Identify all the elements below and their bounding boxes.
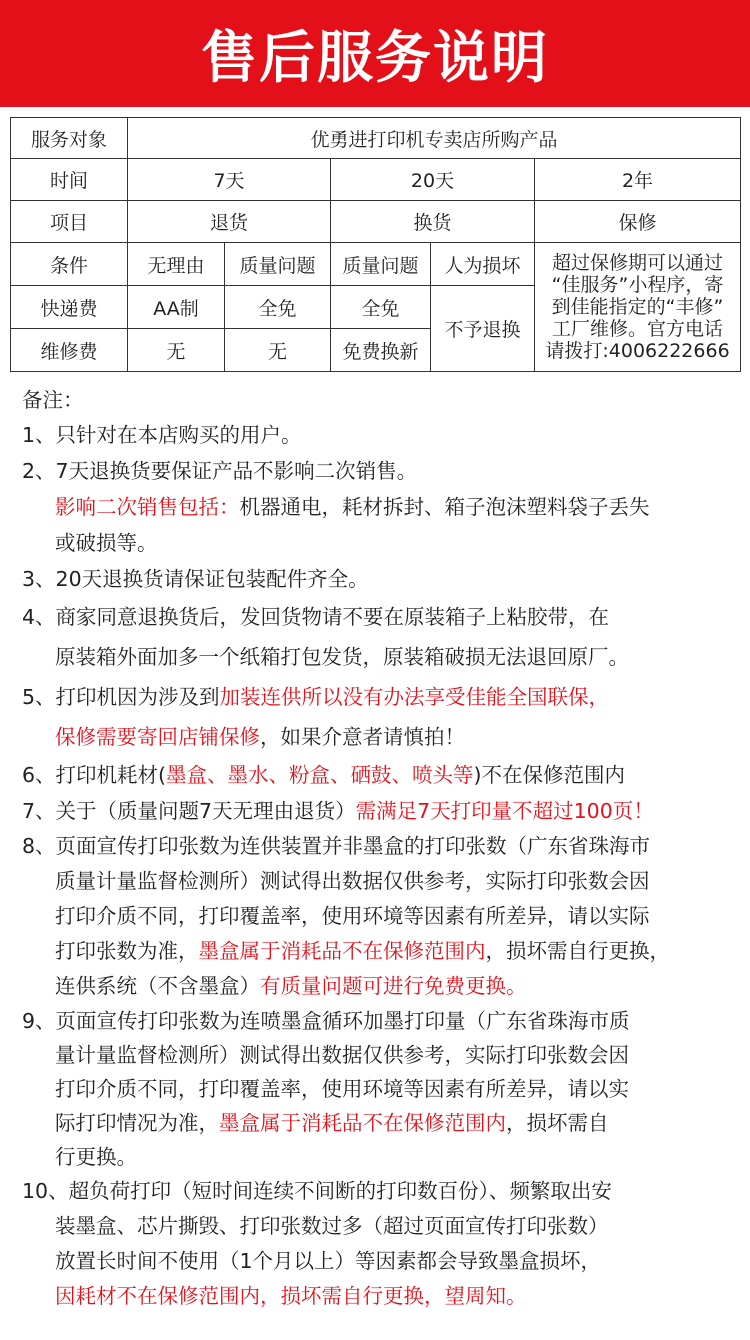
shipping-quality-exchange: 全免: [331, 286, 431, 329]
repair-no-reason: 无: [128, 329, 225, 372]
note-text: 打印介质不同，打印覆盖率，使用环境等因素有所差异，请以实际: [55, 904, 650, 928]
note-text: 7、关于（质量问题7天无理由退货）: [22, 799, 356, 823]
table-row: [11, 201, 741, 243]
note-text: 8、页面宣传打印张数为连供装置并非墨盒的打印张数（广东省珠海市: [22, 834, 651, 858]
highlight-text: 保修需要寄回店铺保修: [55, 725, 260, 749]
repair-label: 维修费: [11, 329, 128, 372]
time-exchange: 20天: [331, 159, 535, 201]
note-text: [22, 934, 734, 969]
repair-quality-return: 无: [225, 329, 331, 372]
note-text: [22, 757, 734, 793]
note-text: 1、只针对在本店购买的用户。: [22, 423, 302, 447]
page-title: 售后服务说明: [201, 25, 549, 91]
note-text: )不在保修范围内: [473, 763, 626, 787]
note-9: [22, 1004, 734, 1174]
highlight-text: 因耗材不在保修范围内，损坏需自行更换，望周知。: [55, 1284, 527, 1308]
condition-no-reason: 无理由: [128, 243, 225, 286]
note-text: 打印介质不同，打印覆盖率，使用环境等因素有所差异，请以实: [55, 1077, 629, 1101]
warranty-note-line: 请拨打:4006222666: [545, 340, 730, 362]
note-7: [22, 793, 734, 829]
time-warranty: 2年: [535, 159, 741, 201]
note-text: 行更换。: [55, 1145, 137, 1169]
shipping-quality-return: 全免: [225, 286, 331, 329]
note-3: [22, 561, 734, 597]
note-text: ，损坏需自行更换，: [485, 939, 670, 963]
item-return: 退货: [128, 201, 331, 243]
note-text: [22, 793, 734, 829]
note-8: [22, 829, 734, 1004]
table-row: [11, 118, 741, 159]
repair-quality-exchange: 免费换新: [331, 329, 431, 372]
warranty-note-line: “佳服务”小程序，寄: [551, 274, 724, 296]
shipping-label: 快递费: [11, 286, 128, 329]
note-text: 5、打印机因为涉及到: [22, 685, 220, 709]
note-text: 10、超负荷打印（短时间连续不间断的打印数百份）、频繁取出安: [22, 1179, 612, 1203]
highlight-text: 加装连供所以没有办法享受佳能全国联保，: [219, 685, 610, 709]
note-text: 质量计量监督检测所）测试得出数据仅供参考，实际打印张数会因: [55, 869, 650, 893]
notes-section: [22, 383, 734, 1314]
table-row: [11, 243, 741, 286]
item-warranty: 保修: [535, 201, 741, 243]
note-text: 4、商家同意退换货后，发回货物请不要在原装箱子上粘胶带，在: [22, 605, 610, 629]
note-text: 2、7天退换货要保证产品不影响二次销售。: [22, 459, 418, 483]
highlight-text: 需满足7天打印量不超过100页！: [355, 799, 654, 823]
note-text: [22, 489, 734, 525]
condition-quality-exchange: 质量问题: [331, 243, 431, 286]
note-text: 放置长时间不使用（1个月以上）等因素都会导致墨盒损坏，: [55, 1249, 602, 1273]
service-table: [10, 117, 741, 372]
note-10: [22, 1174, 734, 1314]
note-text: [22, 1106, 734, 1140]
note-1: [22, 417, 734, 453]
note-text: 9、页面宣传打印张数为连喷墨盒循环加墨打印量（广东省珠海市质: [22, 1009, 630, 1033]
no-return-cell: 不予退换: [431, 286, 535, 372]
note-text: 机器通电，耗材拆封、箱子泡沫塑料袋子丢失: [239, 495, 650, 519]
note-text: 量计量监督检测所）测试得出数据仅供参考，实际打印张数会因: [55, 1043, 629, 1067]
note-text: ，如果介意者请慎拍！: [260, 725, 465, 749]
condition-label: 条件: [11, 243, 128, 286]
note-text: 打印张数为准，: [55, 939, 199, 963]
note-text: [22, 717, 734, 757]
table-row: [11, 159, 741, 201]
time-return: 7天: [128, 159, 331, 201]
note-text: 3、20天退换货请保证包装配件齐全。: [22, 567, 369, 591]
note-6: [22, 757, 734, 793]
note-4: [22, 597, 734, 677]
note-text: 际打印情况为准，: [55, 1111, 219, 1135]
warranty-note: [535, 243, 741, 372]
note-text: 6、打印机耗材(: [22, 763, 167, 787]
title-banner: [0, 0, 750, 107]
notes-title: 备注：: [22, 388, 84, 412]
highlight-text: 影响二次销售包括：: [55, 495, 240, 519]
service-label: 服务对象: [11, 118, 128, 159]
condition-quality-return: 质量问题: [225, 243, 331, 286]
condition-human-damage: 人为损坏: [431, 243, 535, 286]
warranty-note-line: 工厂维修。官方电话: [552, 318, 724, 340]
time-label: 时间: [11, 159, 128, 201]
note-text: 或破损等。: [55, 531, 158, 555]
item-exchange: 换货: [331, 201, 535, 243]
note-text: 装墨盒、芯片撕毁、打印张数过多（超过页面宣传打印张数）: [55, 1214, 609, 1238]
note-text: ，损坏需自: [506, 1111, 609, 1135]
item-label: 项目: [11, 201, 128, 243]
note-5: [22, 677, 734, 757]
note-text: 连供系统（不含墨盒）: [55, 974, 260, 998]
note-text: [22, 677, 734, 717]
note-2: [22, 453, 734, 561]
highlight-text: 墨盒属于消耗品不在保修范围内: [219, 1111, 506, 1135]
highlight-text: 墨盒属于消耗品不在保修范围内: [198, 939, 486, 963]
warranty-note-line: 超过保修期可以通过: [552, 252, 724, 274]
shipping-no-reason: AA制: [128, 286, 225, 329]
note-text: 原装箱外面加多一个纸箱打包发货，原装箱破损无法退回原厂。: [55, 645, 629, 669]
highlight-text: 有质量问题可进行免费更换。: [260, 974, 527, 998]
warranty-note-line: 到佳能指定的“丰修”: [551, 296, 724, 318]
service-value: 优勇进打印机专卖店所购产品: [128, 118, 741, 159]
note-text: [22, 969, 734, 1004]
highlight-text: 墨盒、墨水、粉盒、硒鼓、喷头等: [166, 763, 474, 787]
